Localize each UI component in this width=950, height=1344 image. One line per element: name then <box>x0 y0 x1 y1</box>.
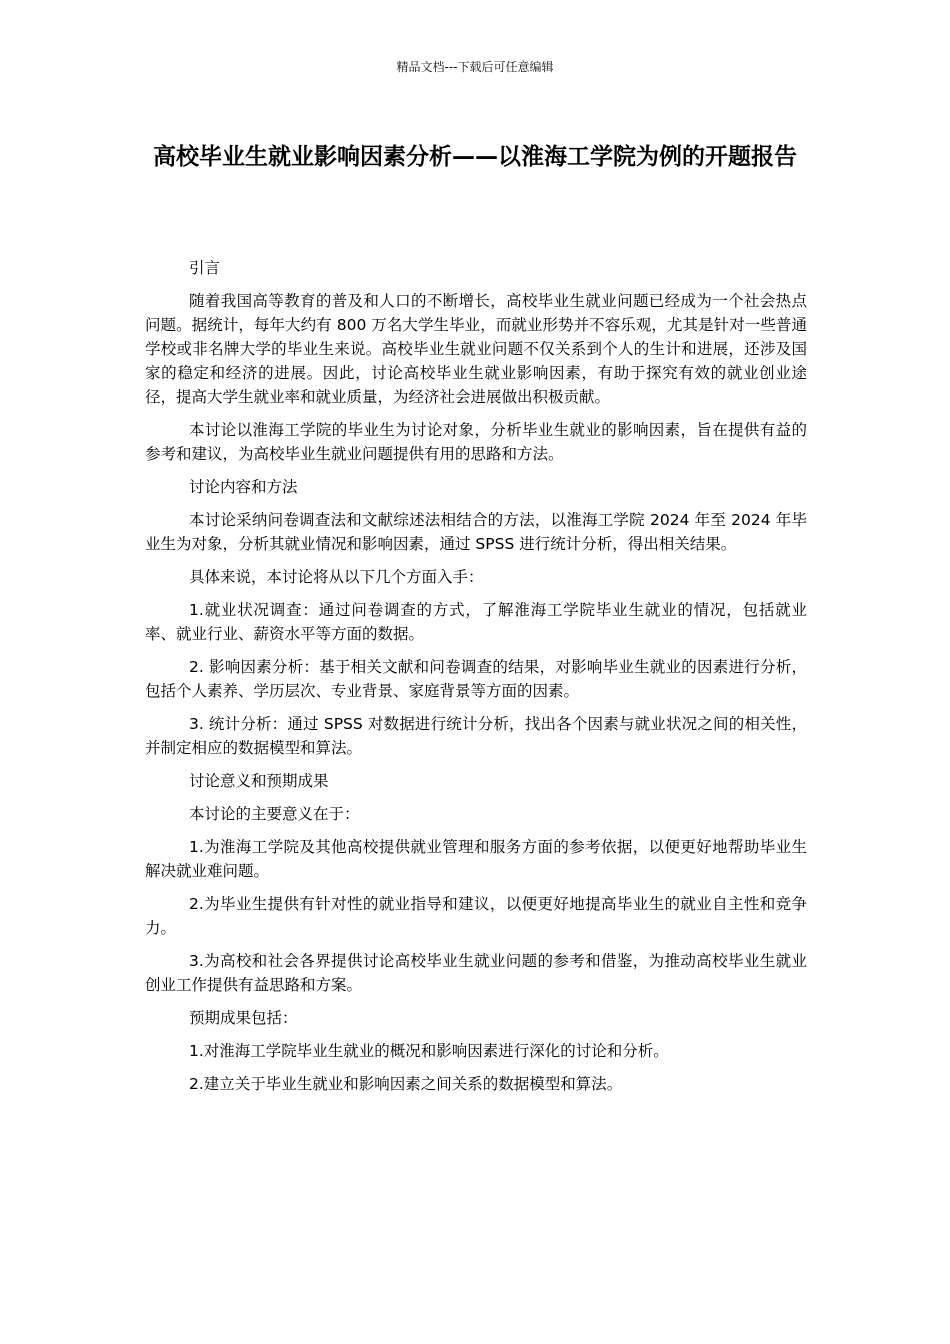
section-heading-content-method: 讨论内容和方法 <box>189 478 298 496</box>
list-item: 3. 统计分析：通过 SPSS 对数据进行统计分析，找出各个因素与就业状况之间的相关性，并制定相应的数据模型和算法。 <box>145 715 807 757</box>
list-item: 2. 影响因素分析：基于相关文献和问卷调查的结果，对影响毕业生就业的因素进行分析，包括个人素养、学历层次、专业背景、家庭背景等方面的因素。 <box>145 658 807 700</box>
list-item: 1.为淮海工学院及其他高校提供就业管理和服务方面的参考依据，以便更好地帮助毕业生解决就业难问题。 <box>145 838 807 880</box>
paragraph: 预期成果包括： <box>189 1009 298 1027</box>
paragraph: 本讨论的主要意义在于： <box>189 805 360 823</box>
section-heading-significance: 讨论意义和预期成果 <box>189 772 329 790</box>
document-title: 高校毕业生就业影响因素分析——以淮海工学院为例的开题报告 <box>153 144 797 170</box>
paragraph: 具体来说，本讨论将从以下几个方面入手： <box>189 568 484 586</box>
list-item: 1.就业状况调查：通过问卷调查的方式，了解淮海工学院毕业生就业的情况，包括就业率、就业行业、薪资水平等方面的数据。 <box>145 601 807 643</box>
list-item: 1.对淮海工学院毕业生就业的概况和影响因素进行深化的讨论和分析。 <box>189 1042 669 1060</box>
section-heading-intro: 引言 <box>189 259 221 277</box>
list-item: 2.建立关于毕业生就业和影响因素之间关系的数据模型和算法。 <box>189 1075 623 1093</box>
paragraph: 本讨论采纳问卷调查法和文献综述法相结合的方法，以淮海工学院 2024 年至 2024 年毕业生为对象，分析其就业情况和影响因素，通过 SPSS 进行统计分析，得出相关结果。 <box>145 511 807 553</box>
document-body <box>145 256 807 1105</box>
paragraph: 随着我国高等教育的普及和人口的不断增长，高校毕业生就业问题已经成为一个社会热点问题。据统计，每年大约有 800 万名大学生毕业，而就业形势并不容乐观，尤其是针对一些普通学校或非名牌大学的毕业生来说。高校毕业生就业问题不仅关系到个人的生计和进展，还涉及国家的稳定和经济的进展。因此，讨论高校毕业生就业影响因素，有助于探究有效的就业创业途径，提高大学生就业率和就业质量，为经济社会进展做出积极贡献。 <box>145 292 807 406</box>
list-item: 2.为毕业生提供有针对性的就业指导和建议，以便更好地提高毕业生的就业自主性和竞争力。 <box>145 895 807 937</box>
list-item: 3.为高校和社会各界提供讨论高校毕业生就业问题的参考和借鉴，为推动高校毕业生就业创业工作提供有益思路和方案。 <box>145 952 807 994</box>
page-header-note: 精品文档---下载后可任意编辑 <box>396 60 554 74</box>
paragraph: 本讨论以淮海工学院的毕业生为讨论对象，分析毕业生就业的影响因素，旨在提供有益的参考和建议，为高校毕业生就业问题提供有用的思路和方法。 <box>145 421 807 463</box>
